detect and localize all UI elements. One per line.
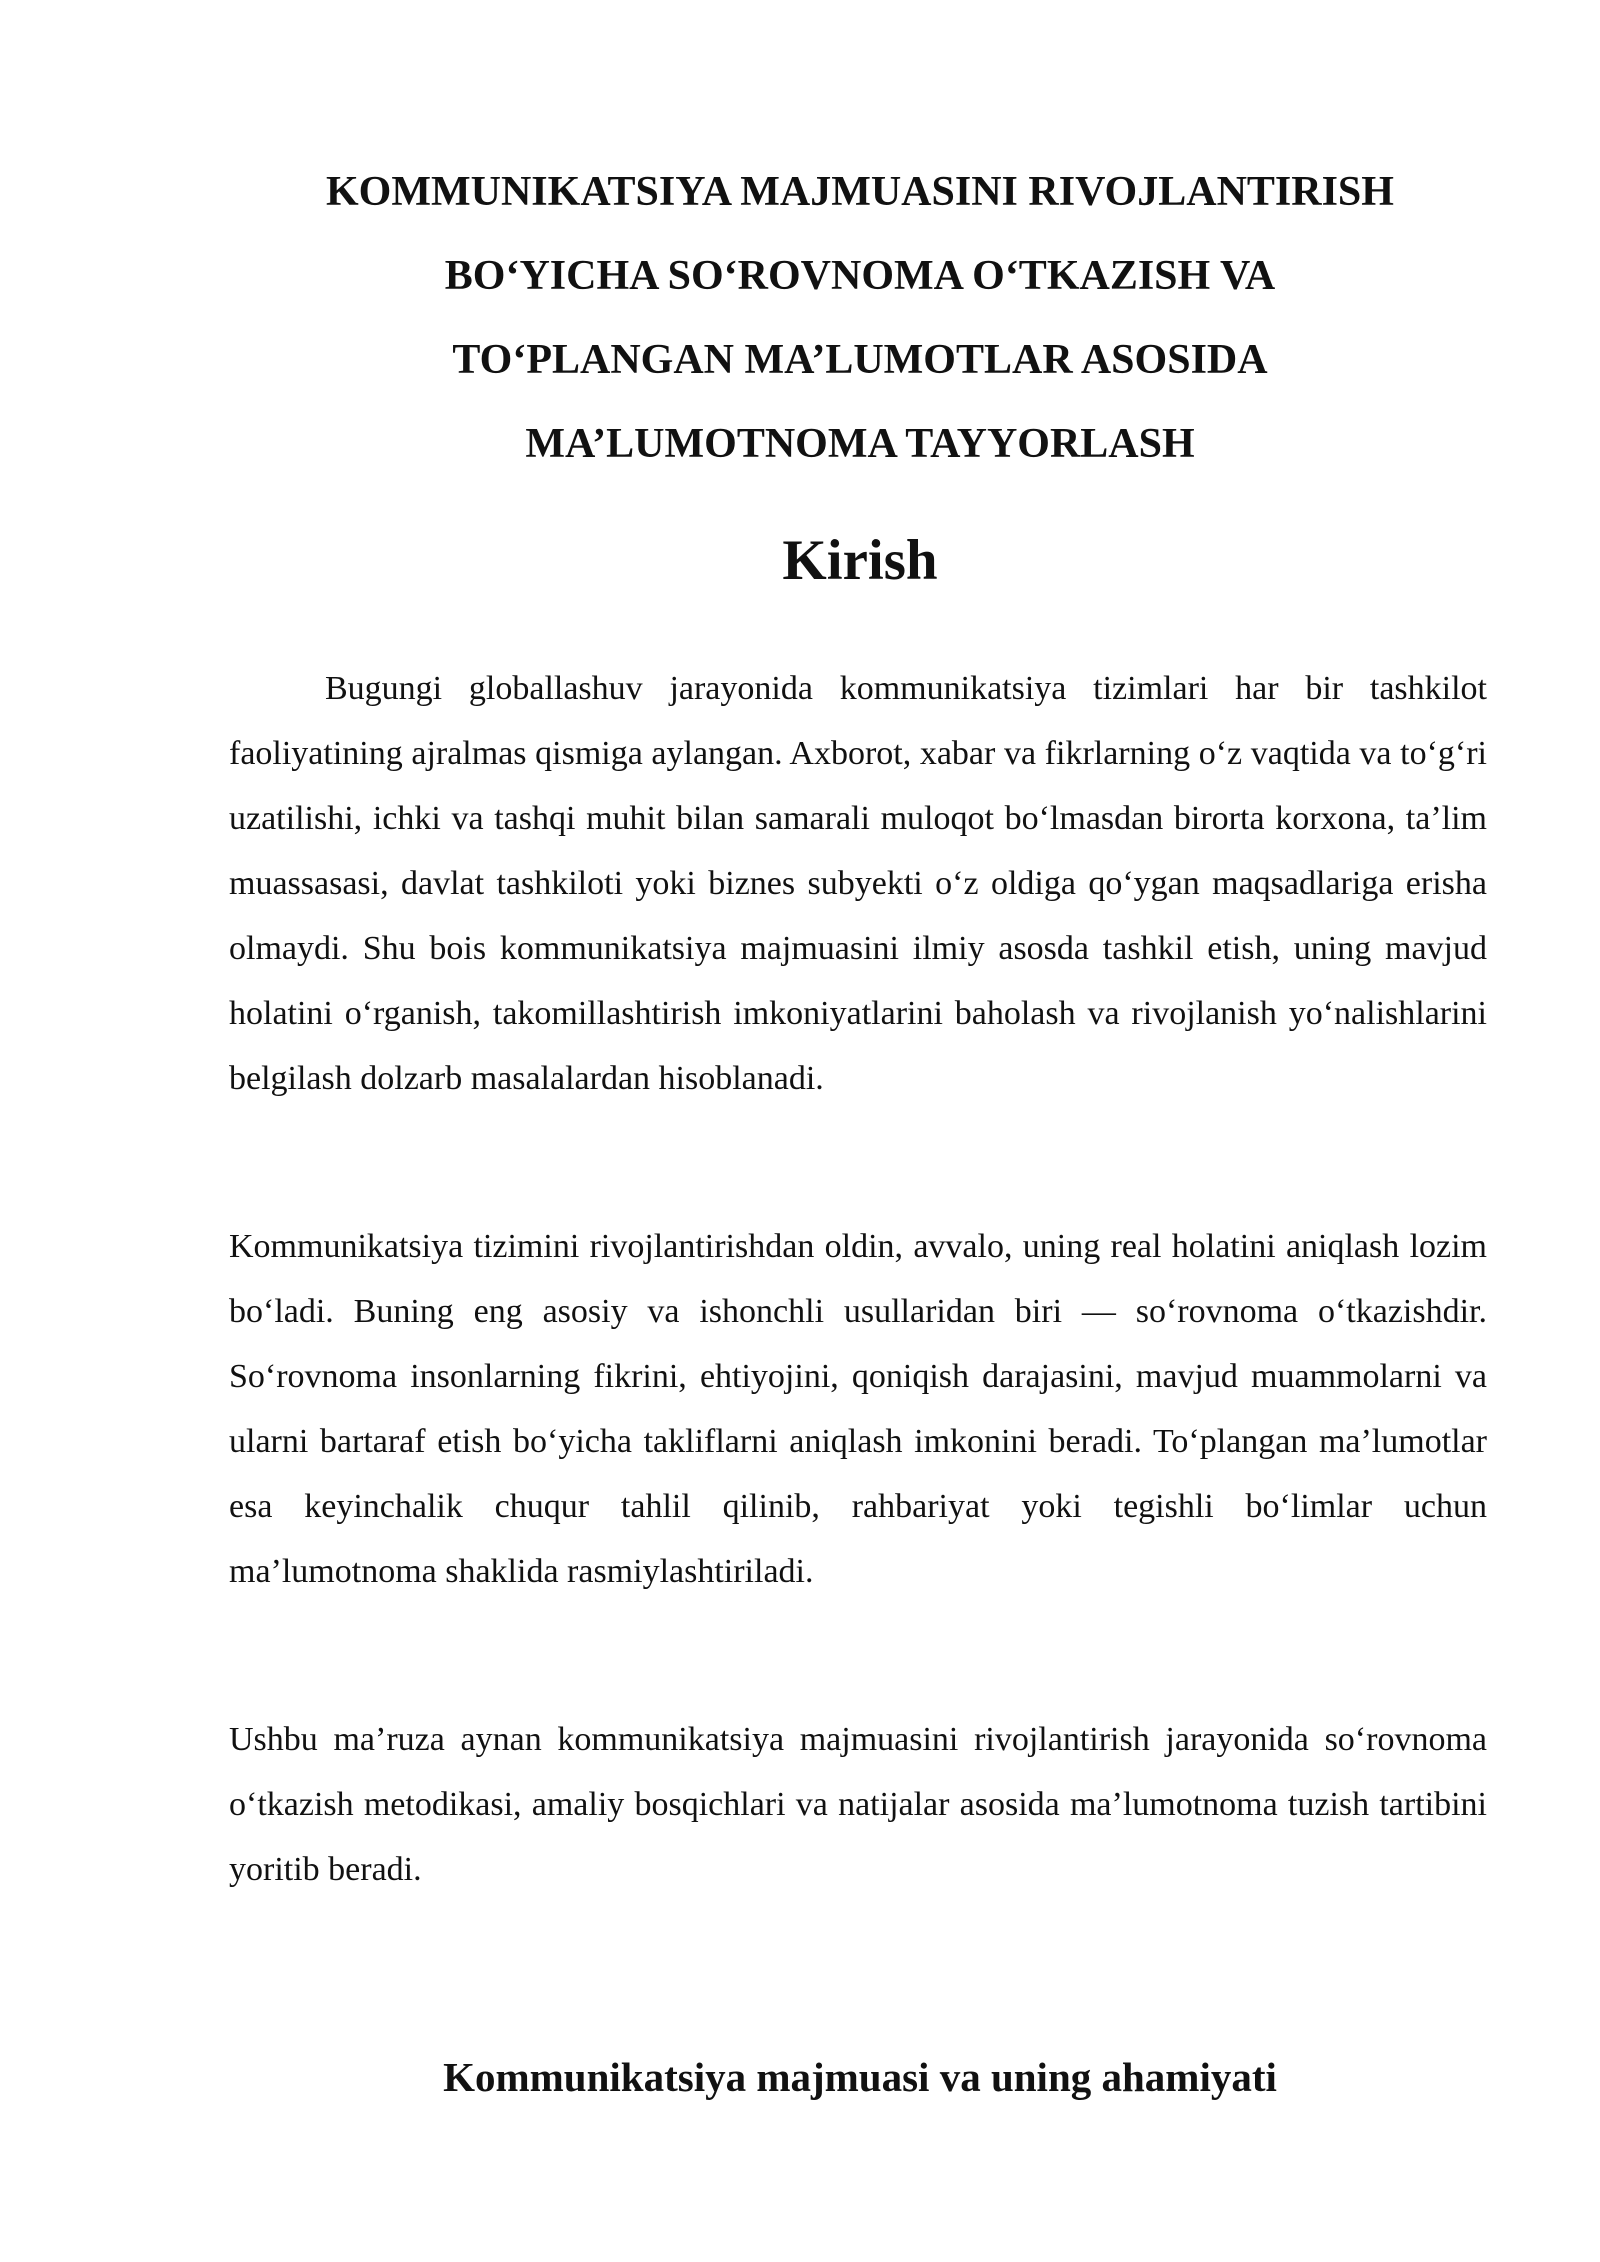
document-title-line: TO‘PLANGAN MA’LUMOTLAR ASOSIDA (452, 337, 1268, 383)
section-heading: Kommunikatsiya majmuasi va uning ahamiyati (443, 2054, 1277, 2100)
document-title (200, 150, 1520, 486)
document-title-line: KOMMUNIKATSIYA MAJMUASINI RIVOJLANTIRISH (326, 169, 1394, 215)
document-title-line: MA’LUMOTNOMA TAYYORLASH (525, 421, 1195, 467)
intro-heading: Kirish (782, 529, 938, 592)
document-title-line: BO‘YICHA SO‘ROVNOMA O‘TKAZISH VA (444, 253, 1276, 299)
body-paragraph: Bugungi globallashuv jarayonida kommunikatsiya tizimlari har bir tashkilot faoliyatining ajralmas qismiga aylangan. Axborot, xabar va fikrlarning o‘z vaqtida va to‘g‘ri uzatilishi, ichki va tashqi muhit bilan samarali muloqot bo‘lmasdan birorta korxona, ta’lim muassasasi, davlat tashkiloti yoki biznes subyekti o‘z oldiga qo‘ygan maqsadlariga erisha olmaydi. Shu bois kommunikatsiya majmuasini ilmiy asosda tashkil etish, uning mavjud holatini o‘rganish, takomillashtirish imkoniyatlarini baholash va rivojlanish yo‘nalishlarini belgilash dolzarb masalalardan hisoblanadi. (229, 670, 1487, 1097)
body-paragraph: Kommunikatsiya tizimini rivojlantirishdan oldin, avvalo, uning real holatini aniqlash lozim bo‘ladi. Buning eng asosiy va ishonchli usullaridan biri — so‘rovnoma o‘tkazishdir. So‘rovnoma insonlarning fikrini, ehtiyojini, qoniqish darajasini, mavjud muammolarni va ularni bartaraf etish bo‘yicha takliflarni aniqlash imkonini beradi. To‘plangan ma’lumotlar esa keyinchalik chuqur tahlil qilinib, rahbariyat yoki tegishli bo‘limlar uchun ma’lumotnoma shaklida rasmiylashtiriladi. (229, 1228, 1487, 1590)
body-paragraph: Ushbu ma’ruza aynan kommunikatsiya majmuasini rivojlantirish jarayonida so‘rovnoma o‘tkazish metodikasi, amaliy bosqichlari va natijalar asosida ma’lumotnoma tuzish tartibini yoritib beradi. (229, 1721, 1487, 1888)
